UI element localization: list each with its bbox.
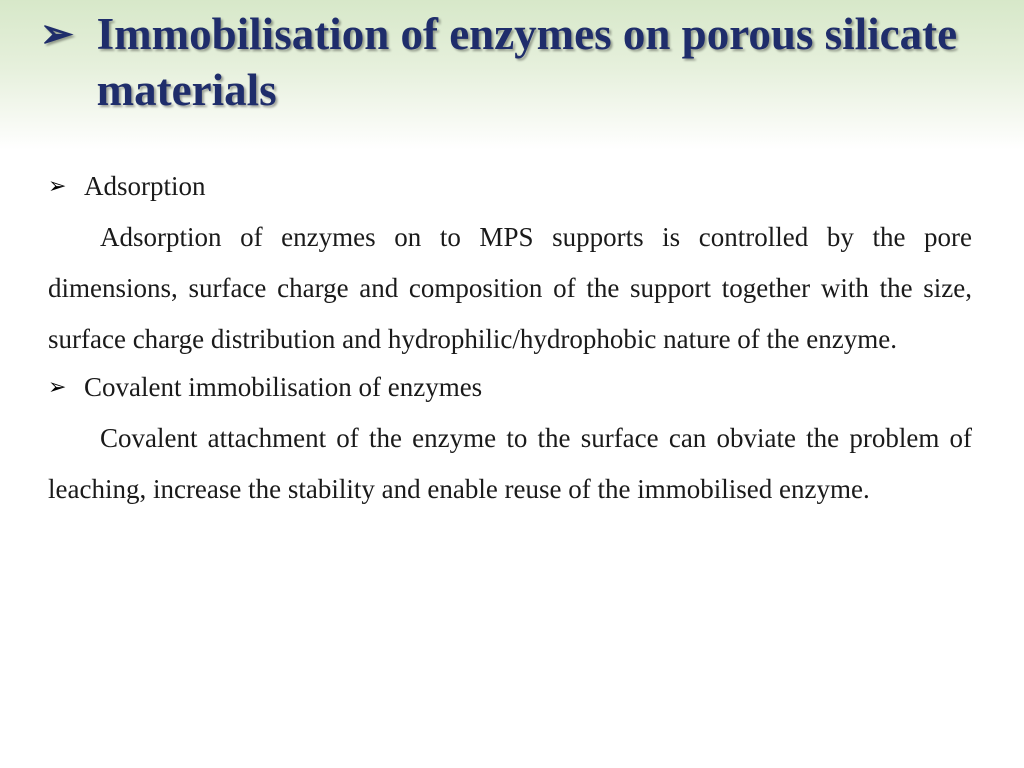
section-adsorption xyxy=(48,164,972,365)
arrow-bullet-icon: ➢ xyxy=(48,173,67,198)
section-covalent xyxy=(48,365,972,515)
bullet-heading xyxy=(48,365,972,409)
heading-covalent: Covalent immobilisation of enzymes xyxy=(84,371,483,402)
slide-title xyxy=(40,6,1000,118)
paragraph-covalent: Covalent attachment of the enzyme to the surface can obviate the problem of leaching, increase the stability and enable reuse of the immobilised enzyme. xyxy=(48,423,972,504)
arrow-bullet-icon: ➢ xyxy=(48,374,67,399)
slide-body xyxy=(48,164,972,515)
paragraph-adsorption: Adsorption of enzymes on to MPS supports is controlled by the pore dimensions, surface charge and composition of the support together with the size, surface charge distribution and hydrophilic/hydrophobic nature of the enzyme. xyxy=(48,222,972,354)
bullet-heading xyxy=(48,164,972,208)
arrow-bullet-icon: ➢ xyxy=(40,11,74,56)
heading-adsorption: Adsorption xyxy=(84,170,206,201)
title-text: Immobilisation of enzymes on porous silicate materials xyxy=(96,9,958,115)
